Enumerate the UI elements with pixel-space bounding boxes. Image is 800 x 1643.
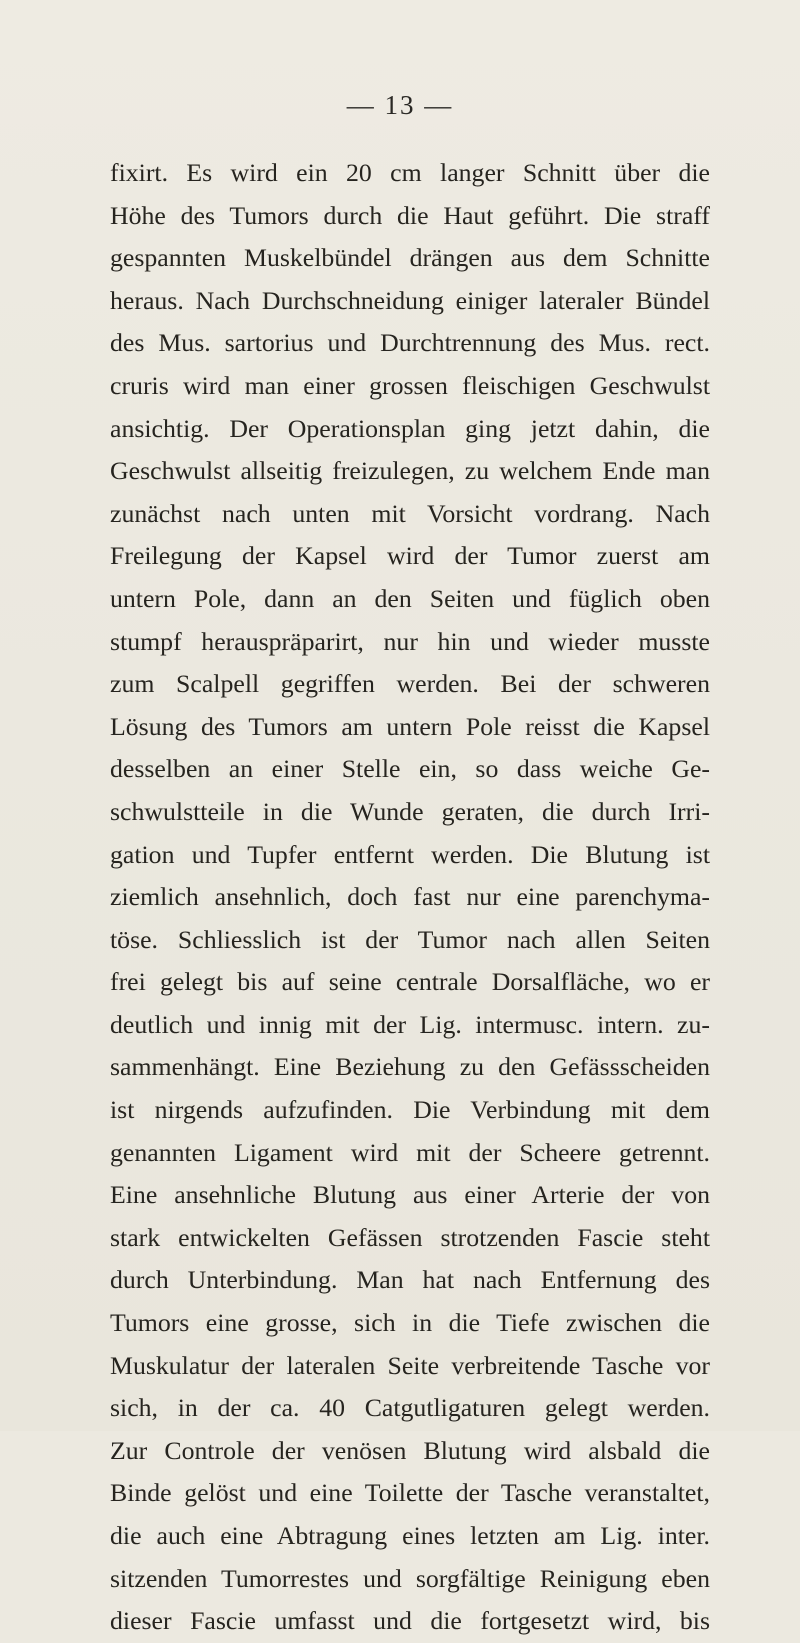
text-line-1: fixirt. Es wird ein 20 cm langer Schnitt über die	[110, 158, 710, 187]
text-line-28: Tumors eine grosse, sich in die Tiefe zwischen die	[110, 1308, 710, 1338]
text-line-20: frei gelegt bis auf seine centrale Dorsalfläche, wo er	[110, 967, 710, 997]
text-line-14: Lösung des Tumors am untern Pole reisst die Kapsel	[110, 711, 710, 741]
text-line-19: töse. Schliesslich ist der Tumor nach allen Seiten	[110, 924, 710, 954]
text-line-7: ansichtig. Der Operationsplan ging jetzt dahin, die	[110, 413, 710, 443]
text-line-15: desselben an einer Stelle ein, so dass weiche Ge-	[110, 754, 710, 784]
text-line-24: genannten Ligament wird mit der Scheere getrennt.	[110, 1137, 710, 1167]
text-line-27: durch Unterbindung. Man hat nach Entfernung des	[110, 1265, 710, 1295]
text-line-5: des Mus. sartorius und Durchtrennung des Mus. rect.	[110, 328, 710, 358]
text-line-33: die auch eine Abtragung eines letzten am Lig. inter.	[110, 1521, 710, 1550]
text-line-17: gation und Tupfer entfernt werden. Die Blutung ist	[110, 839, 710, 869]
text-line-2: Höhe des Tumors durch die Haut geführt. Die straff	[110, 200, 710, 230]
text-line-13: zum Scalpell gegriffen werden. Bei der schweren	[110, 669, 710, 699]
text-line-9: zunächst nach unten mit Vorsicht vordrang. Nach	[110, 498, 710, 528]
text-line-25: Eine ansehnliche Blutung aus einer Arterie der von	[110, 1180, 710, 1210]
text-line-29: Muskulatur der lateralen Seite verbreitende Tasche vor	[110, 1350, 710, 1380]
page-number: — 13 —	[346, 90, 454, 120]
text-line-8: Geschwulst allseitig freizulegen, zu welchem Ende man	[110, 456, 710, 486]
text-line-4: heraus. Nach Durchschneidung einiger lateraler Bündel	[110, 285, 710, 315]
text-line-3: gespannten Muskelbündel drängen aus dem Schnitte	[110, 243, 710, 273]
text-line-30: sich, in der ca. 40 Catgutligaturen gelegt werden.	[110, 1393, 710, 1423]
text-line-23: ist nirgends aufzufinden. Die Verbindung mit dem	[110, 1095, 710, 1125]
text-line-10: Freilegung der Kapsel wird der Tumor zuerst am	[110, 541, 710, 571]
text-line-31: Zur Controle der venösen Blutung wird alsbald die	[110, 1435, 710, 1465]
text-line-6: cruris wird man einer grossen fleischigen Geschwulst	[110, 370, 710, 400]
text-line-22: sammenhängt. Eine Beziehung zu den Gefässscheiden	[110, 1052, 710, 1082]
text-line-16: schwulstteile in die Wunde geraten, die durch Irri-	[110, 796, 710, 826]
text-line-18: ziemlich ansehnlich, doch fast nur eine parenchyma-	[110, 882, 710, 912]
text-line-35: dieser Fascie umfasst und die fortgesetzt wird, bis	[110, 1606, 710, 1636]
text-line-12: stumpf herauspräparirt, nur hin und wieder musste	[110, 626, 710, 656]
text-line-11: untern Pole, dann an den Seiten und füglich oben	[110, 583, 710, 613]
text-line-32: Binde gelöst und eine Toilette der Tasche veranstaltet,	[110, 1478, 710, 1508]
text-line-34: sitzenden Tumorrestes und sorgfältige Reinigung eben	[110, 1563, 710, 1593]
text-line-26: stark entwickelten Gefässen strotzenden Fascie steht	[110, 1222, 710, 1252]
text-line-21: deutlich und innig mit der Lig. intermusc. intern. zu-	[110, 1009, 710, 1039]
body-text	[110, 152, 710, 1643]
